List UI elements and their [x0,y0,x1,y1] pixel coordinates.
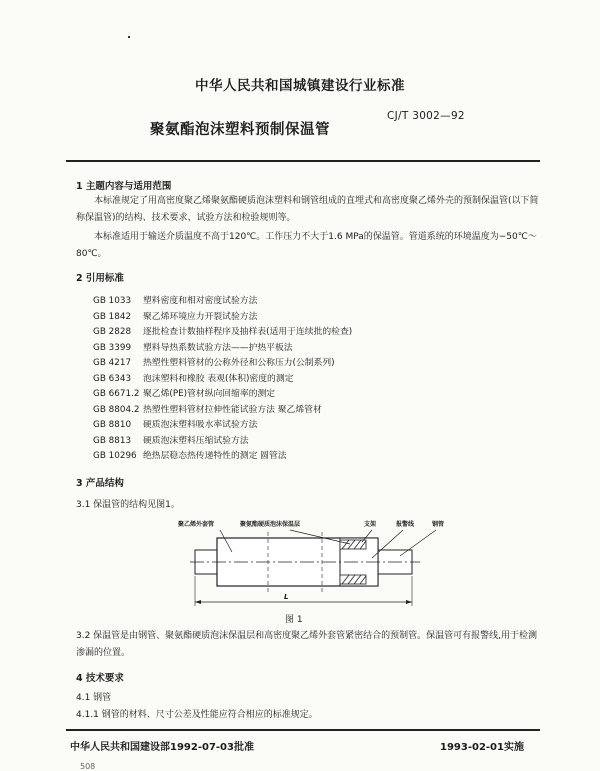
clause-3-2: 3.2 保温管是由钢管、聚氨酯硬质泡沫保温层和高密度聚乙烯外套管紧密结合的预制管。保温管可有报警线,用于检测渗漏的位置。 [76,631,538,658]
section-2-heading: 2 引用标准 [76,273,124,284]
reference-code: GB 3399 [93,342,132,353]
reference-title: 绝热层稳态热传递特性的测定 圆管法 [143,451,287,461]
label-foam-layer: 聚氨酯硬质泡沫保温层 [240,521,301,528]
reference-title: 塑料密度和相对密度试验方法 [143,296,258,306]
standard-code: CJ/T 3002—92 [387,110,465,122]
reference-item [93,417,257,430]
reference-item [93,371,293,384]
effective-date: 1993-02-01实施 [440,742,524,753]
reference-title: 聚乙烯环境应力开裂试验方法 [143,311,258,322]
reference-code: GB 6343 [93,373,132,384]
page-title: 聚氨酯泡沫塑料预制保温管 [150,122,330,138]
reference-item [93,433,249,446]
label-alarm-wire: 报警线 [396,521,415,528]
reference-item [93,402,322,415]
section-3-heading: 3 产品结构 [76,478,124,489]
label-support: 支架 [364,521,377,528]
reference-title: 热塑性塑料管材拉伸性能试验方法 聚乙烯管材 [143,404,322,415]
reference-code: GB 4217 [93,358,132,368]
reference-item [93,448,287,461]
approval-date: 中华人民共和国建设部1992-07-03批准 [70,742,254,753]
section-1-para-1: 本标准规定了用高密度聚乙烯聚氨酯硬质泡沫塑料和钢管组成的直埋式和高密度聚乙烯外壳的预制保温管(以下简称保温管)的结构、技术要求、试验方法和检验规则等。 [76,196,539,223]
reference-title: 热塑性塑料管材的公称外径和公称压力(公制系列) [143,358,335,368]
section-1-para-2: 本标准适用于输送介质温度不高于120℃。工作压力不大于1.6 MPa的保温管。管道系统的环境温度为−50℃～80℃。 [76,232,537,259]
header-divider [66,160,540,162]
section-1-heading: 1 主题内容与适用范围 [76,181,172,192]
reference-item [93,340,293,353]
page-number: 508 [80,762,96,771]
dim-arrow-left [195,600,201,604]
reference-code: GB 6671.2 [93,389,140,399]
reference-title: 泡沫塑料和橡胶 表观(体积)密度的测定 [143,373,294,384]
label-steel-pipe: 钢管 [432,521,445,528]
reference-code: GB 2828 [93,327,132,337]
reference-title: 塑料导热系数试验方法——护热平板法 [143,342,293,353]
figure-caption: 图 1 [285,615,303,625]
reference-code: GB 8804.2 [93,404,140,415]
reference-code: GB 8810 [93,420,132,430]
header-dot [128,36,130,38]
reference-code: GB 1033 [93,296,132,306]
label-pe-jacket: 聚乙烯外套管 [178,521,215,528]
clause-4-1-1: 4.1.1 钢管的材料、尺寸公差及性能应符合相应的标准规定。 [76,710,318,720]
reference-title: 聚乙烯(PE)管材纵向回缩率的测定 [143,389,276,399]
reference-item [93,324,352,337]
standard-authority: 中华人民共和国城镇建设行业标准 [195,78,405,94]
reference-code: GB 8813 [93,435,132,446]
reference-item [93,309,257,322]
foam-hatch-bottom [340,575,366,584]
leader-steel [400,530,436,556]
reference-title: 硬质泡沫塑料吸水率试验方法 [143,420,258,430]
reference-code: GB 1842 [93,311,132,322]
reference-item [93,293,257,306]
reference-item [93,386,275,399]
reference-title: 逐批检查计数抽样程序及抽样表(适用于连续批的检查) [143,327,353,337]
reference-item [93,355,335,368]
dim-arrow-right [406,600,412,604]
dim-label-l: L [284,593,289,601]
clause-3-1: 3.1 保温管的结构见图1。 [76,500,180,510]
footer-divider [66,729,540,731]
section-4-heading: 4 技术要求 [76,673,124,684]
clause-4-1: 4.1 钢管 [76,693,112,703]
reference-code: GB 10296 [93,451,137,461]
reference-title: 硬质泡沫塑料压缩试验方法 [143,435,249,446]
figure-1-pipe-diagram [150,512,460,616]
